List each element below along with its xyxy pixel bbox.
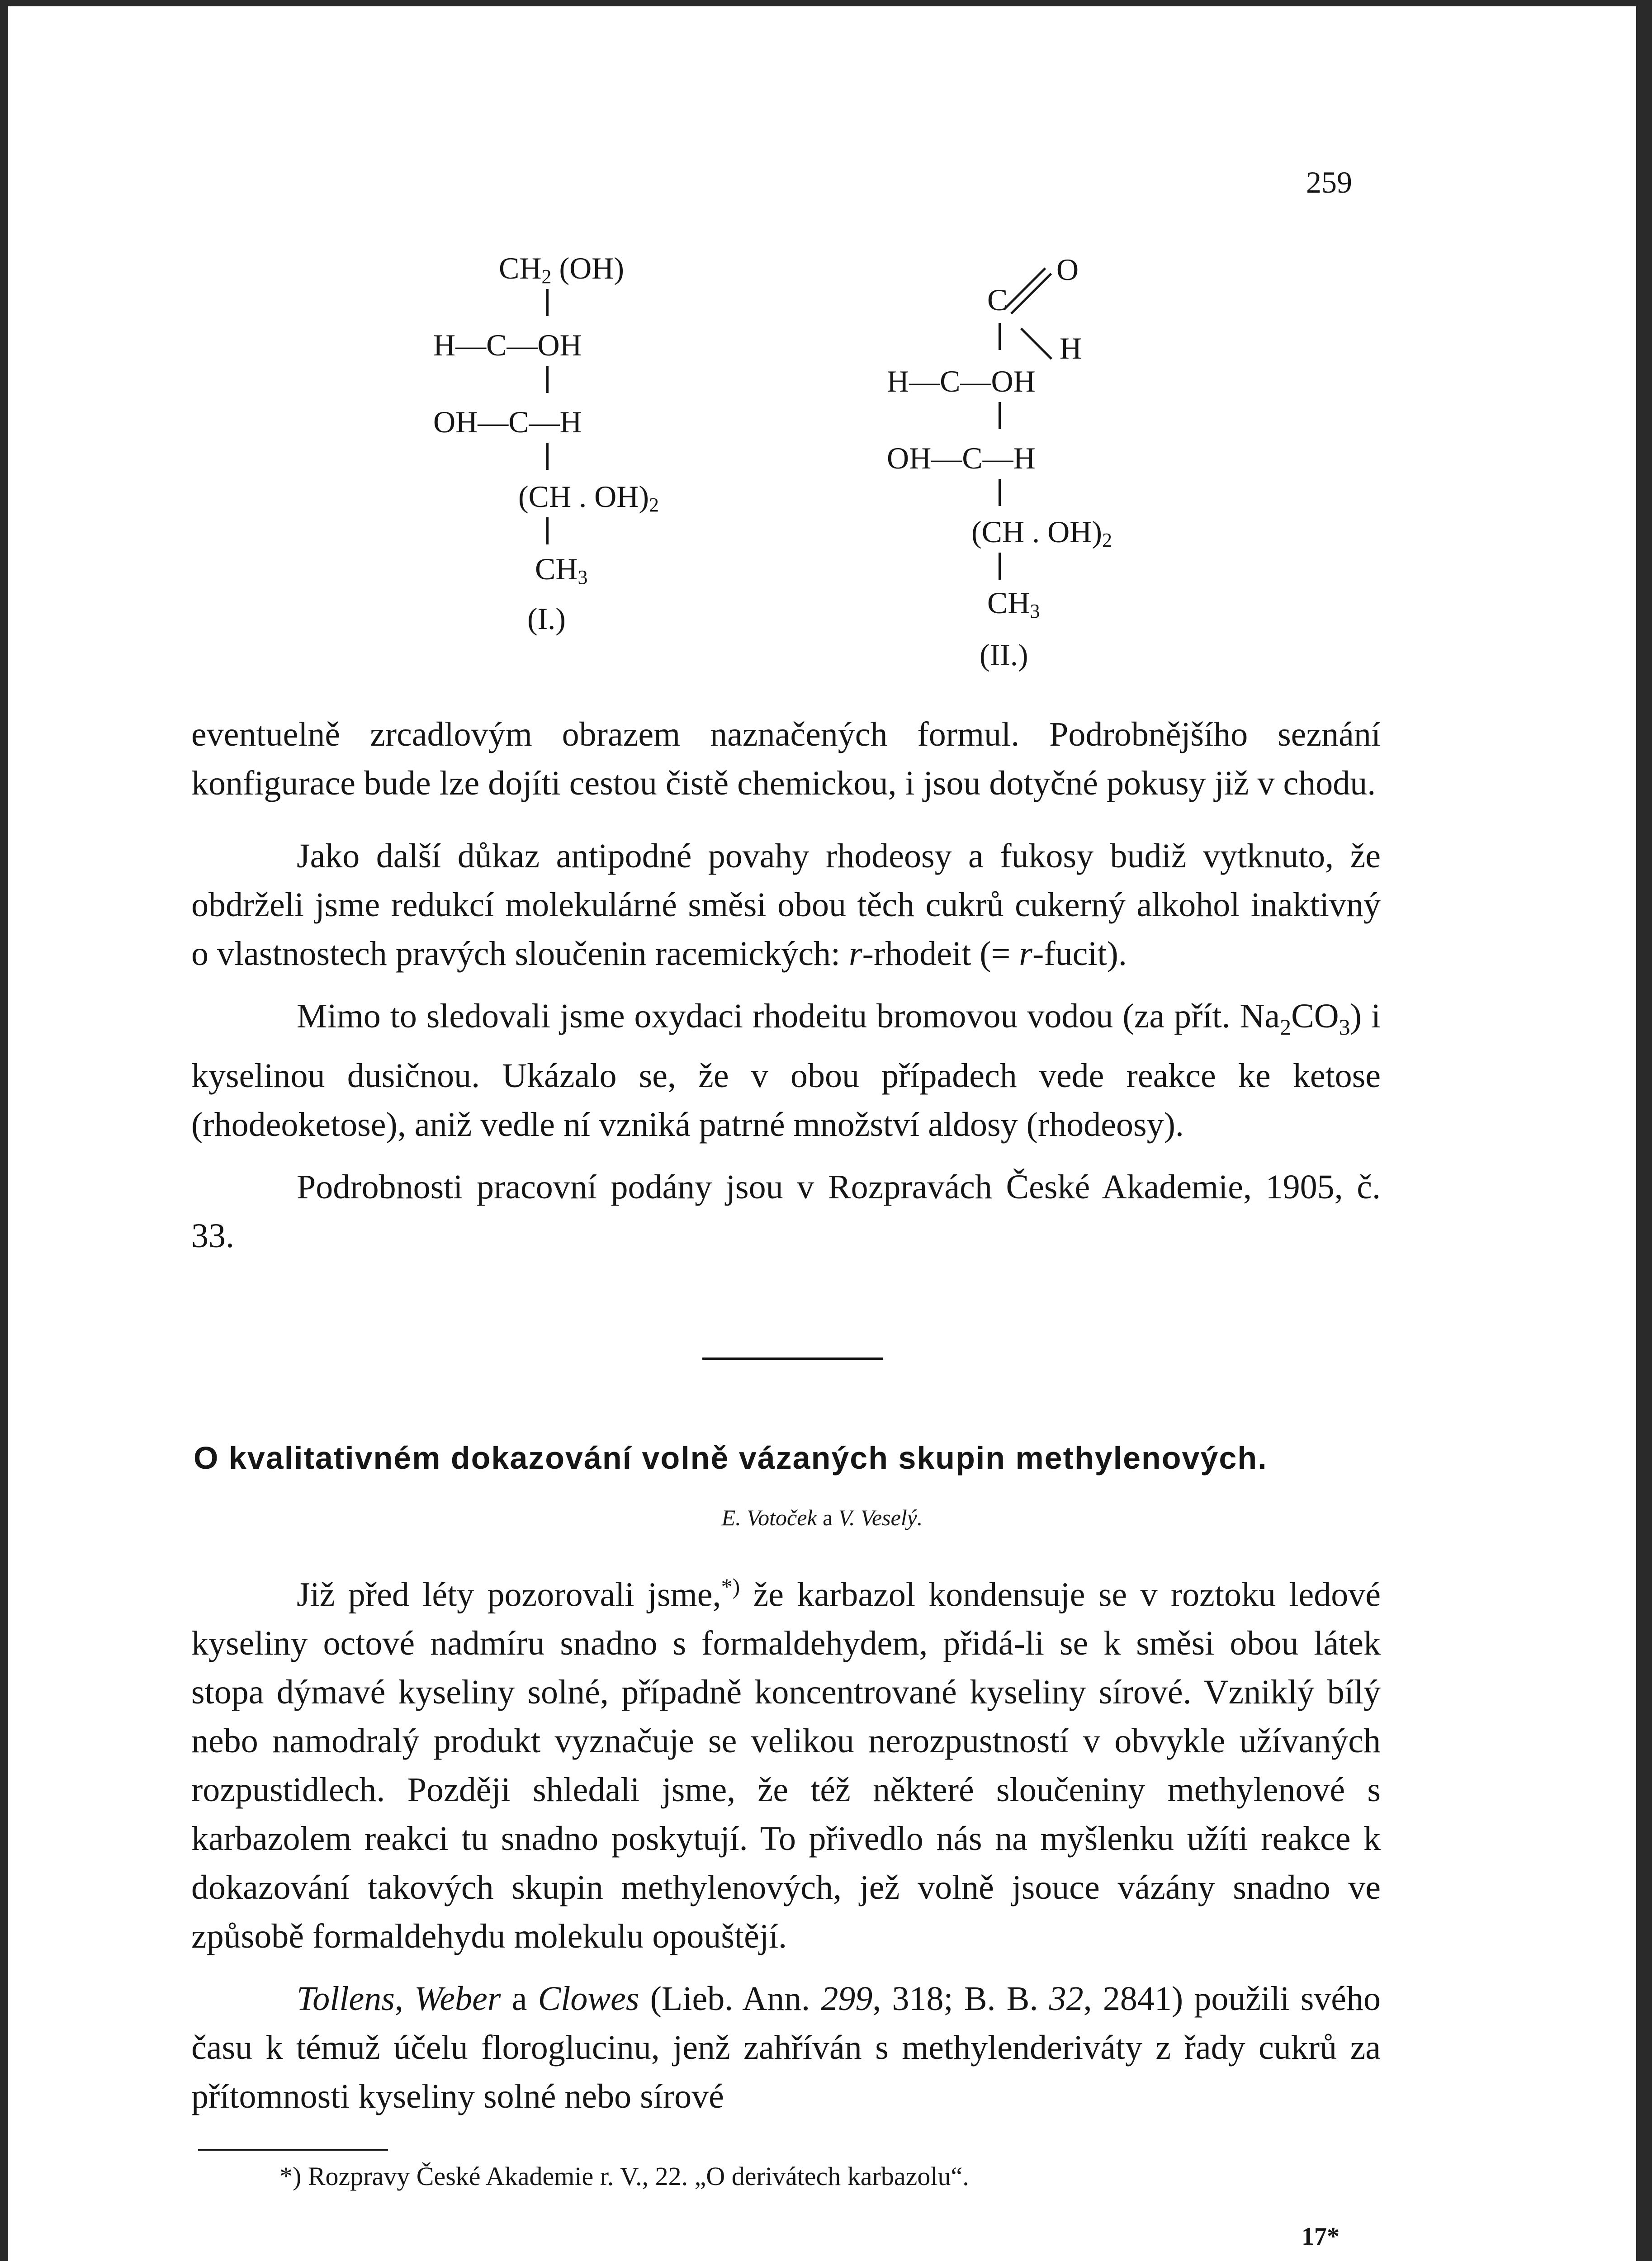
bond-line	[546, 517, 549, 544]
signature-mark: 17*	[1302, 2223, 1340, 2251]
formula-1-label: (I.)	[527, 601, 566, 636]
bond-line	[546, 366, 549, 393]
formula-2-line-4: (CH . $OH)_2$	[971, 515, 1112, 551]
section-separator	[702, 1358, 883, 1360]
article-continuation	[191, 710, 1381, 1260]
formula-2-label: (II.)	[980, 638, 1028, 672]
formula-2-line-2: H—C—OH	[887, 364, 1036, 398]
double-bond-line	[1010, 273, 1052, 314]
formula-2-line-3: OH—C—H	[887, 441, 1036, 475]
bond-line	[1020, 328, 1052, 360]
formula-2-hydrogen: H	[1060, 331, 1082, 365]
paragraph-3: Mimo to sledovali jsme oxydaci rhodeitu bromovou vodou (za přít. $Na_2CO_3$) i kyselinou dusičnou. Ukázalo se, že v obou případech vede reakce ke ketose (rhodeoketose), aniž vedle ní vzniká patrné množství aldosy (rhodeosy).	[191, 997, 1381, 1144]
formula-1-line-1: $CH_2$ (OH)	[499, 251, 624, 288]
formula-1-line-3: OH—C—H	[433, 405, 582, 439]
double-bond-line	[1004, 267, 1046, 309]
bond-line	[999, 323, 1001, 350]
bond-line	[546, 443, 549, 470]
formula-1-line-2: H—C—OH	[433, 328, 582, 362]
bond-line	[999, 479, 1001, 506]
formula-1-line-4: (CH . $OH)_2$	[518, 479, 659, 516]
article-authors: E. Votoček a V. Veselý.	[721, 1505, 923, 1530]
book-page	[8, 6, 1636, 2261]
article-body	[191, 1562, 1381, 2121]
paragraph-1: eventuelně zrcadlovým obrazem naznačených formul. Podrobnějšího seznání konfigurace bude lze dojíti cestou čistě chemickou, i jsou dotyčné pokusy již v chodu.	[191, 715, 1381, 802]
footnote: *) Rozpravy České Akademie r. V., 22. „O derivátech karbazolu“.	[279, 2162, 969, 2191]
bond-line	[999, 553, 1001, 580]
formula-2-oxygen: O	[1056, 252, 1079, 287]
paragraph-4: Podrobnosti pracovní podány jsou v Rozpravách České Akademie, 1905, č. 33.	[191, 1168, 1381, 1255]
formula-1-line-5: $CH_3$	[535, 552, 588, 588]
paragraph-5: Již před léty pozorovali jsme,*) že karbazol kondensuje se v roztoku ledové kyseliny octové nadmíru snadno s formaldehydem, přidá-li se k směsi obou látek stopa dýmavé kyseliny solné, případně koncentrované kyseliny sírové. Vzniklý bílý nebo namodralý produkt vyznačuje se velikou nerozpustností v obvykle užívaných rozpustidlech. Později shledali jsme, že též některé sloučeniny methylenové s karbazolem reakci tu snadno poskytují. To přivedlo nás na myšlenku užíti reakce k dokazování takových skupin methylenových, jež volně jsouce vázány snadno ve způsobě formaldehydu molekulu opouštějí.	[191, 1574, 1381, 1956]
article-heading: O kvalitativném dokazování volně vázaných skupin methylenových.	[194, 1440, 1268, 1476]
formula-2-carbon: C	[987, 283, 1008, 317]
paragraph-6: Tollens, Weber a Clowes (Lieb. Ann. 299, 318; B. B. 32, 2841) použili svého času k témuž účelu floroglucinu, jenž zahříván s methylenderiváty z řady cukrů za přítomnosti kyseliny solné nebo sírové	[191, 1980, 1381, 2116]
footnote-rule	[198, 2149, 388, 2151]
bond-line	[999, 402, 1001, 429]
formula-2-line-5: $CH_3$	[987, 586, 1040, 622]
bond-line	[546, 289, 549, 316]
page-number: 259	[1306, 165, 1352, 199]
paragraph-2: Jako další důkaz antipodné povahy rhodeosy a fukosy budiž vytknuto, že obdrželi jsme redukcí molekulárné směsi obou těch cukrů cukerný alkohol inaktivný o vlastnostech pravých sloučenin racemických: r-rhodeit (= r-fucit).	[191, 837, 1381, 973]
